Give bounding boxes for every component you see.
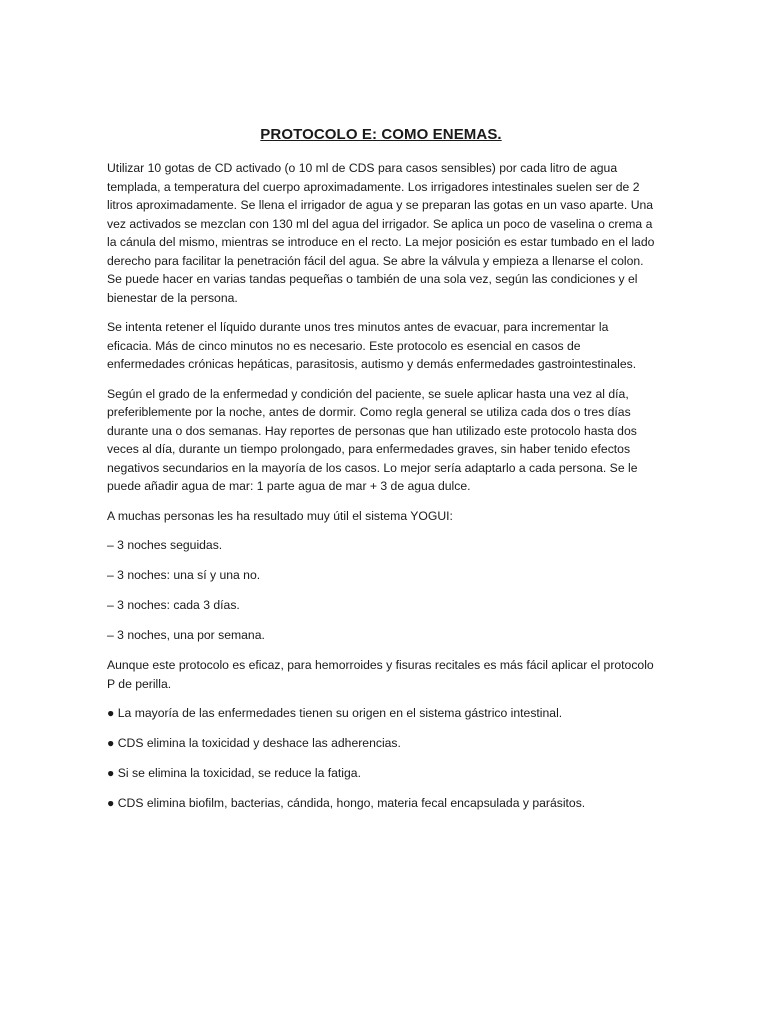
bullet-item: ● La mayoría de las enfermedades tienen su origen en el sistema gástrico intestinal. — [107, 706, 563, 720]
bullet-item: ● CDS elimina biofilm, bacterias, cándida, hongo, materia fecal encapsulada y parásitos. — [107, 796, 586, 810]
document-title: PROTOCOLO E: COMO ENEMAS. — [260, 126, 502, 143]
bullet-item: ● Si se elimina la toxicidad, se reduce la fatiga. — [107, 766, 361, 780]
yogui-list-item: – 3 noches: cada 3 días. — [107, 598, 240, 612]
paragraph-retention: Se intenta retener el líquido durante unos tres minutos antes de evacuar, para incrementar la eficacia. Más de cinco minutos no es necesario. Este protocolo es esencial en casos de enfermedades crónicas hepáticas, parasitosis, autismo y demás enfermedades gastrointestinales. — [107, 320, 637, 371]
paragraph-yogui-intro: A muchas personas les ha resultado muy útil el sistema YOGUI: — [107, 508, 453, 523]
yogui-list-item: – 3 noches, una por semana. — [107, 628, 265, 642]
yogui-list-item: – 3 noches: una sí y una no. — [107, 568, 261, 582]
document-body — [107, 126, 655, 824]
bullet-item: ● CDS elimina la toxicidad y deshace las adherencias. — [107, 736, 401, 750]
paragraph-preparation: Utilizar 10 gotas de CD activado (o 10 ml de CDS para casos sensibles) por cada litro de agua templada, a temperatura del cuerpo aproximadamente. Los irrigadores intestinales suelen ser de 2 litros aproximadamente. Se llena el irrigador de agua y se preparan las gotas en un vaso aparte. Una vez activados se mezclan con 130 ml del agua del irrigador. Se aplica un poco de vaselina o crema a la cánula del mismo, mientras se introduce en el recto. La mejor posición es estar tumbado en el lado derecho para facilitar la penetración fácil del agua. Se abre la válvula y empieza a llenarse el colon. Se puede hacer en varias tandas pequeñas o también de una sola vez, según las condiciones y el bienestar de la persona. — [107, 161, 655, 305]
paragraph-frequency: Según el grado de la enfermedad y condición del paciente, se suele aplicar hasta una vez al día, preferiblemente por la noche, antes de dormir. Como regla general se utiliza cada dos o tres días durante una o dos semanas. Hay reportes de personas que han utilizado este protocolo hasta dos veces al día, durante un tiempo prolongado, para enfermedades graves, sin haber tenido efectos negativos secundarios en la mayoría de los casos. Lo mejor sería adaptarlo a cada persona. Se le puede añadir agua de mar: 1 parte agua de mar + 3 de agua dulce. — [107, 386, 638, 493]
yogui-list-item: – 3 noches seguidas. — [107, 538, 223, 552]
paragraph-note: Aunque este protocolo es eficaz, para hemorroides y fisuras recitales es más fácil aplicar el protocolo P de perilla. — [107, 658, 654, 691]
